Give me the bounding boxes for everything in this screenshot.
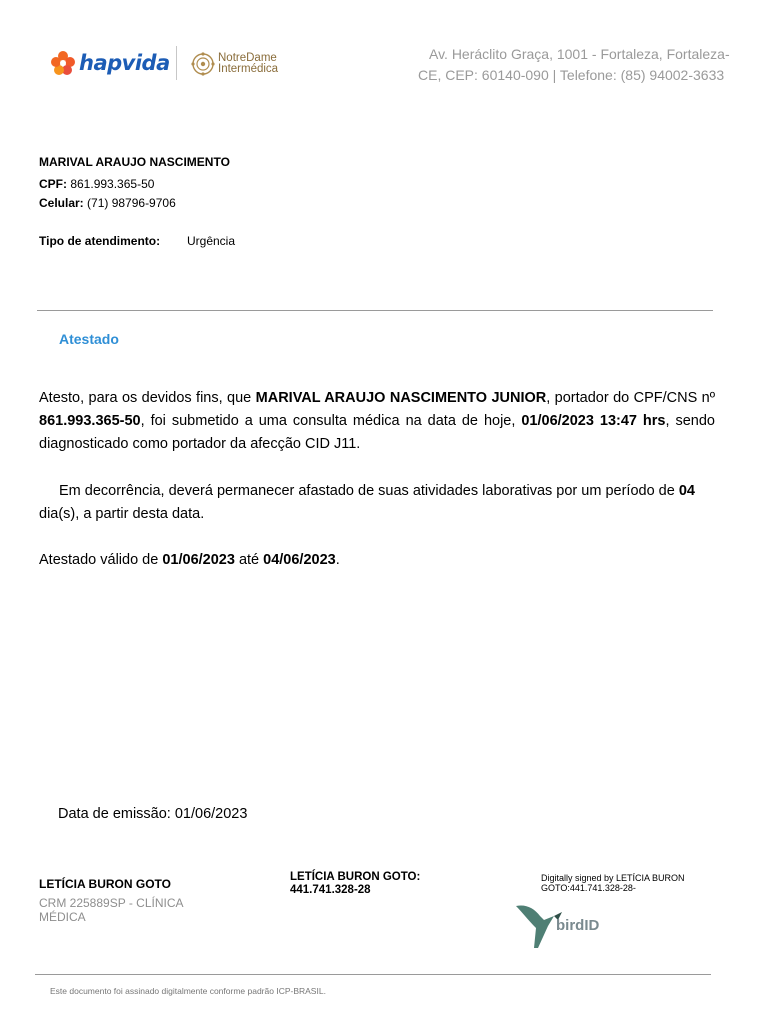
patient-celular (39, 196, 176, 210)
celular-label: Celular: (39, 196, 84, 210)
hapvida-logo (50, 50, 170, 76)
tipo-atendimento-label: Tipo de atendimento: (39, 234, 161, 248)
tipo-atendimento-value: Urgência (187, 234, 236, 248)
p1-text-b: , portador do CPF/CNS nº (546, 390, 716, 406)
signer-block: LETÍCIA BURON GOTO: 441.741.328-28 (290, 871, 421, 896)
hapvida-flower-icon (50, 50, 76, 76)
p2-days: 04 (678, 483, 695, 499)
p1-text-a: Atesto, para os devidos fins, que (39, 390, 256, 406)
atestado-paragraph-2 (39, 480, 715, 526)
patient-name: MARIVAL ARAUJO NASCIMENTO (39, 155, 230, 169)
p2-text-b: dia(s), a partir desta data. (39, 506, 205, 522)
notredame-wordmark (218, 53, 278, 75)
notredame-line2: Intermédica (218, 63, 279, 75)
signer-name: LETÍCIA BURON GOTO (39, 877, 171, 891)
p1-datetime: 01/06/2023 13:47 hrs (521, 413, 666, 429)
emission-date: Data de emissão: 01/06/2023 (58, 806, 248, 822)
cpf-value: 861.993.365-50 (67, 177, 155, 191)
p3-text-c: . (335, 552, 340, 568)
hapvida-wordmark: hapvida (79, 51, 170, 75)
clinic-address: Av. Heráclito Graça, 1001 - Fortaleza, Fortaleza- CE, CEP: 60140-090 | Telefone: (85) 94002-3633 (418, 46, 730, 83)
patient-cpf (39, 177, 154, 191)
divider-top (37, 310, 713, 311)
celular-value: (71) 98796-9706 (83, 196, 176, 210)
cpf-label: CPF: (39, 177, 67, 191)
p1-text-d: , sendo diagnosticado como portador da afecção CID J11. (39, 413, 715, 452)
atestado-paragraph-1 (39, 387, 715, 456)
notredame-emblem-icon (191, 51, 215, 77)
document-heading: Atestado (59, 331, 119, 347)
footer-note: Este documento foi assinado digitalmente conforme padrão ICP-BRASIL. (50, 986, 326, 996)
notredame-logo (191, 51, 278, 77)
p3-date-from: 01/06/2023 (162, 552, 235, 568)
divider-bottom (35, 974, 711, 975)
atestado-paragraph-3 (39, 549, 715, 572)
notredame-line1: NotreDame (218, 52, 277, 64)
birdid-wordmark: birdID (556, 917, 600, 934)
p1-text-c: , foi submetido a uma consulta médica na data de hoje, (140, 413, 522, 429)
p3-text-b: até (234, 552, 264, 568)
p1-patient-name: MARIVAL ARAUJO NASCIMENTO JUNIOR (255, 390, 547, 406)
p3-text-a: Atestado válido de (39, 552, 163, 568)
p3-date-to: 04/06/2023 (263, 552, 336, 568)
birdid-logo (514, 898, 614, 950)
p1-cpf: 861.993.365-50 (39, 413, 141, 429)
p2-text-a: Em decorrência, deverá permanecer afastado de suas atividades laborativas por um período de (59, 483, 679, 499)
logo-divider (176, 46, 177, 80)
signer-crm: CRM 225889SP - CLÍNICA MÉDICA (39, 896, 183, 924)
digital-signature-text: Digitally signed by LETÍCIA BURON GOTO:441.741.328-28- (541, 873, 685, 893)
